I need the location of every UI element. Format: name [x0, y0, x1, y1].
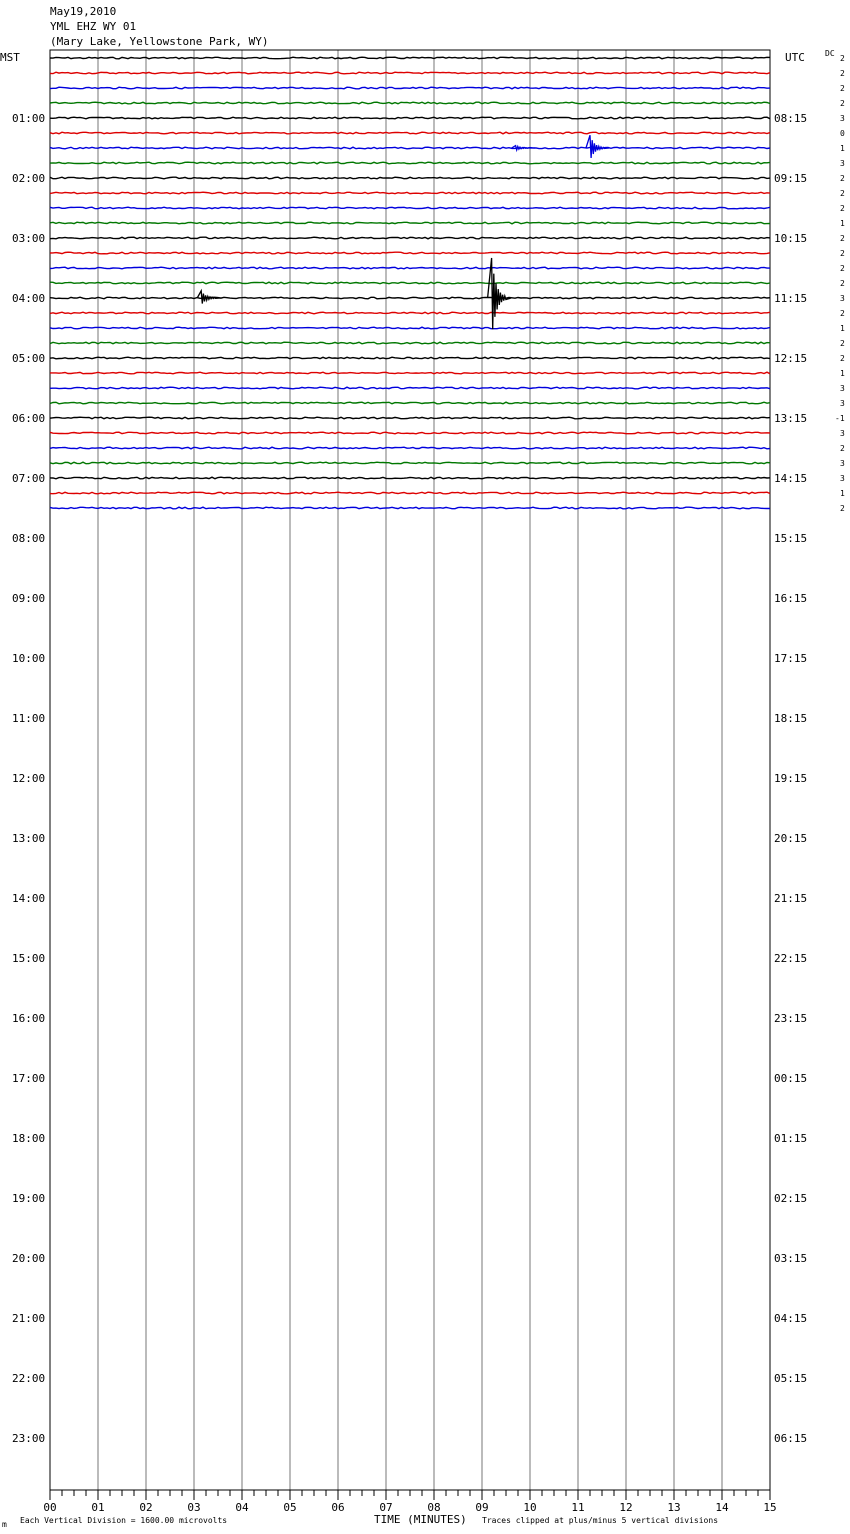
utc-hour-label: 22:15: [774, 952, 808, 965]
seismic-trace: [50, 267, 770, 269]
mst-hour-label: 03:00: [12, 232, 46, 245]
x-tick-label: 05: [283, 1501, 297, 1514]
left-zone-label: MST: [0, 51, 20, 64]
dc-offset-value: 2: [840, 99, 845, 108]
dc-offset-value: 2: [840, 84, 845, 93]
dc-offset-value: 3: [840, 294, 845, 303]
station-code: YML EHZ WY 01: [50, 20, 137, 33]
seismic-trace: [50, 57, 770, 59]
utc-hour-label: 02:15: [774, 1192, 808, 1205]
event-burst: [586, 135, 609, 158]
dc-offset-value: 3: [840, 114, 845, 123]
utc-hour-label: 13:15: [774, 412, 808, 425]
utc-hour-labels: [774, 112, 807, 1445]
x-tick-label: 00: [43, 1501, 57, 1514]
dc-offset-value: 0: [840, 129, 845, 138]
right-zone-label: UTC: [785, 51, 805, 64]
utc-hour-label: 21:15: [774, 892, 808, 905]
dc-offset-value: 2: [840, 504, 845, 513]
dc-offset-value: -1: [835, 414, 845, 423]
seismic-trace: [50, 147, 770, 149]
mst-hour-label: 20:00: [12, 1252, 46, 1265]
dc-offset-value: 1: [840, 144, 845, 153]
mst-hour-label: 19:00: [12, 1192, 46, 1205]
utc-hour-label: 20:15: [774, 832, 808, 845]
dc-offset-value: 3: [840, 459, 845, 468]
scale-note: Each Vertical Division = 1600.00 microvolts: [20, 1516, 228, 1525]
utc-hour-label: 05:15: [774, 1372, 808, 1385]
seismic-trace: [50, 207, 770, 209]
x-tick-label: 11: [571, 1501, 585, 1514]
traces: [50, 57, 770, 509]
utc-hour-label: 01:15: [774, 1132, 808, 1145]
seismic-trace: [50, 222, 770, 224]
utc-hour-label: 23:15: [774, 1012, 808, 1025]
dc-offset-value: 2: [840, 54, 845, 63]
dc-offset-value: 2: [840, 69, 845, 78]
clip-note: Traces clipped at plus/minus 5 vertical divisions: [482, 1516, 719, 1525]
mst-hour-label: 04:00: [12, 292, 46, 305]
dc-offset-value: 3: [840, 429, 845, 438]
dc-offset-value: 3: [840, 474, 845, 483]
mst-hour-label: 06:00: [12, 412, 46, 425]
seismic-trace: [50, 402, 770, 404]
utc-hour-label: 15:15: [774, 532, 808, 545]
mst-hour-label: 15:00: [12, 952, 46, 965]
x-tick-label: 07: [379, 1501, 393, 1514]
dc-offset-value: 2: [840, 234, 845, 243]
seismic-trace: [50, 117, 770, 119]
mst-hour-labels: [12, 112, 45, 1445]
dc-offset-value: 3: [840, 399, 845, 408]
dc-offset-value: 1: [840, 369, 845, 378]
utc-hour-label: 04:15: [774, 1312, 808, 1325]
utc-hour-label: 00:15: [774, 1072, 808, 1085]
x-tick-label: 02: [139, 1501, 153, 1514]
seismic-trace: [50, 432, 770, 434]
mst-hour-label: 07:00: [12, 472, 46, 485]
x-tick-label: 03: [187, 1501, 201, 1514]
minute-gridlines: [98, 50, 722, 1490]
seismic-trace: [50, 297, 770, 299]
seismic-trace: [50, 252, 770, 254]
x-tick-label: 08: [427, 1501, 441, 1514]
mst-hour-label: 10:00: [12, 652, 46, 665]
x-tick-label: 13: [667, 1501, 681, 1514]
mst-hour-label: 11:00: [12, 712, 46, 725]
seismic-trace: [50, 177, 770, 179]
utc-hour-label: 06:15: [774, 1432, 808, 1445]
seismic-trace: [50, 462, 770, 464]
mst-hour-label: 09:00: [12, 592, 46, 605]
seismic-trace: [50, 477, 770, 479]
x-tick-label: 10: [523, 1501, 537, 1514]
x-tick-label: 04: [235, 1501, 249, 1514]
mst-hour-label: 02:00: [12, 172, 46, 185]
seismic-trace: [50, 192, 770, 194]
mst-hour-label: 18:00: [12, 1132, 46, 1145]
dc-offset-value: 1: [840, 324, 845, 333]
dc-header: DC: [825, 49, 835, 58]
seismic-trace: [50, 447, 770, 449]
plot-frame: [50, 50, 770, 1490]
corner-mark: m: [2, 1520, 7, 1529]
mst-hour-label: 22:00: [12, 1372, 46, 1385]
seismic-trace: [50, 507, 770, 509]
seismic-trace: [50, 282, 770, 284]
dc-offset-value: 1: [840, 489, 845, 498]
event-burst: [488, 258, 511, 329]
seismic-trace: [50, 102, 770, 104]
dc-offset-value: 2: [840, 204, 845, 213]
seismic-trace: [50, 357, 770, 359]
dc-offset-value: 2: [840, 309, 845, 318]
utc-hour-label: 10:15: [774, 232, 808, 245]
seismic-trace: [50, 417, 770, 419]
mst-hour-label: 17:00: [12, 1072, 46, 1085]
utc-hour-label: 14:15: [774, 472, 808, 485]
seismic-trace: [50, 237, 770, 239]
plot-date: May19,2010: [50, 5, 117, 18]
dc-offset-value: 2: [840, 354, 845, 363]
x-tick-label: 14: [715, 1501, 729, 1514]
mst-hour-label: 01:00: [12, 112, 46, 125]
seismic-trace: [50, 492, 770, 494]
utc-hour-label: 11:15: [774, 292, 808, 305]
seismic-trace: [50, 132, 770, 134]
utc-hour-label: 03:15: [774, 1252, 808, 1265]
utc-hour-label: 12:15: [774, 352, 808, 365]
dc-offset-value: 1: [840, 219, 845, 228]
seismic-trace: [50, 342, 770, 344]
x-tick-label: 06: [331, 1501, 345, 1514]
utc-hour-label: 09:15: [774, 172, 808, 185]
x-tick-label: 09: [475, 1501, 489, 1514]
seismic-trace: [50, 327, 770, 329]
utc-hour-label: 18:15: [774, 712, 808, 725]
utc-hour-label: 08:15: [774, 112, 808, 125]
dc-offset-value: 2: [840, 189, 845, 198]
events: [197, 135, 609, 329]
dc-offset-value: 2: [840, 444, 845, 453]
dc-offset-value: 3: [840, 384, 845, 393]
seismic-trace: [50, 87, 770, 89]
x-axis-title: TIME (MINUTES): [374, 1513, 467, 1526]
x-tick-label: 01: [91, 1501, 105, 1514]
dc-offset-value: 2: [840, 174, 845, 183]
utc-hour-label: 17:15: [774, 652, 808, 665]
dc-offset-value: 2: [840, 279, 845, 288]
station-location: (Mary Lake, Yellowstone Park, WY): [50, 35, 269, 48]
seismic-trace: [50, 312, 770, 314]
mst-hour-label: 21:00: [12, 1312, 46, 1325]
seismic-trace: [50, 387, 770, 389]
dc-offset-value: 2: [840, 339, 845, 348]
utc-hour-label: 19:15: [774, 772, 808, 785]
mst-hour-label: 13:00: [12, 832, 46, 845]
utc-hour-label: 16:15: [774, 592, 808, 605]
dc-offset-value: 2: [840, 264, 845, 273]
mst-hour-label: 12:00: [12, 772, 46, 785]
seismic-trace: [50, 162, 770, 164]
mst-hour-label: 05:00: [12, 352, 46, 365]
mst-hour-label: 16:00: [12, 1012, 46, 1025]
dc-offset-value: 2: [840, 249, 845, 258]
seismic-trace: [50, 72, 770, 74]
seismic-trace: [50, 372, 770, 374]
minute-ticks: [50, 1490, 770, 1500]
mst-hour-label: 08:00: [12, 532, 46, 545]
x-tick-label: 15: [763, 1501, 777, 1514]
dc-offset-value: 3: [840, 159, 845, 168]
x-tick-label: 12: [619, 1501, 633, 1514]
dc-offset-labels: [835, 54, 845, 513]
mst-hour-label: 23:00: [12, 1432, 46, 1445]
mst-hour-label: 14:00: [12, 892, 46, 905]
